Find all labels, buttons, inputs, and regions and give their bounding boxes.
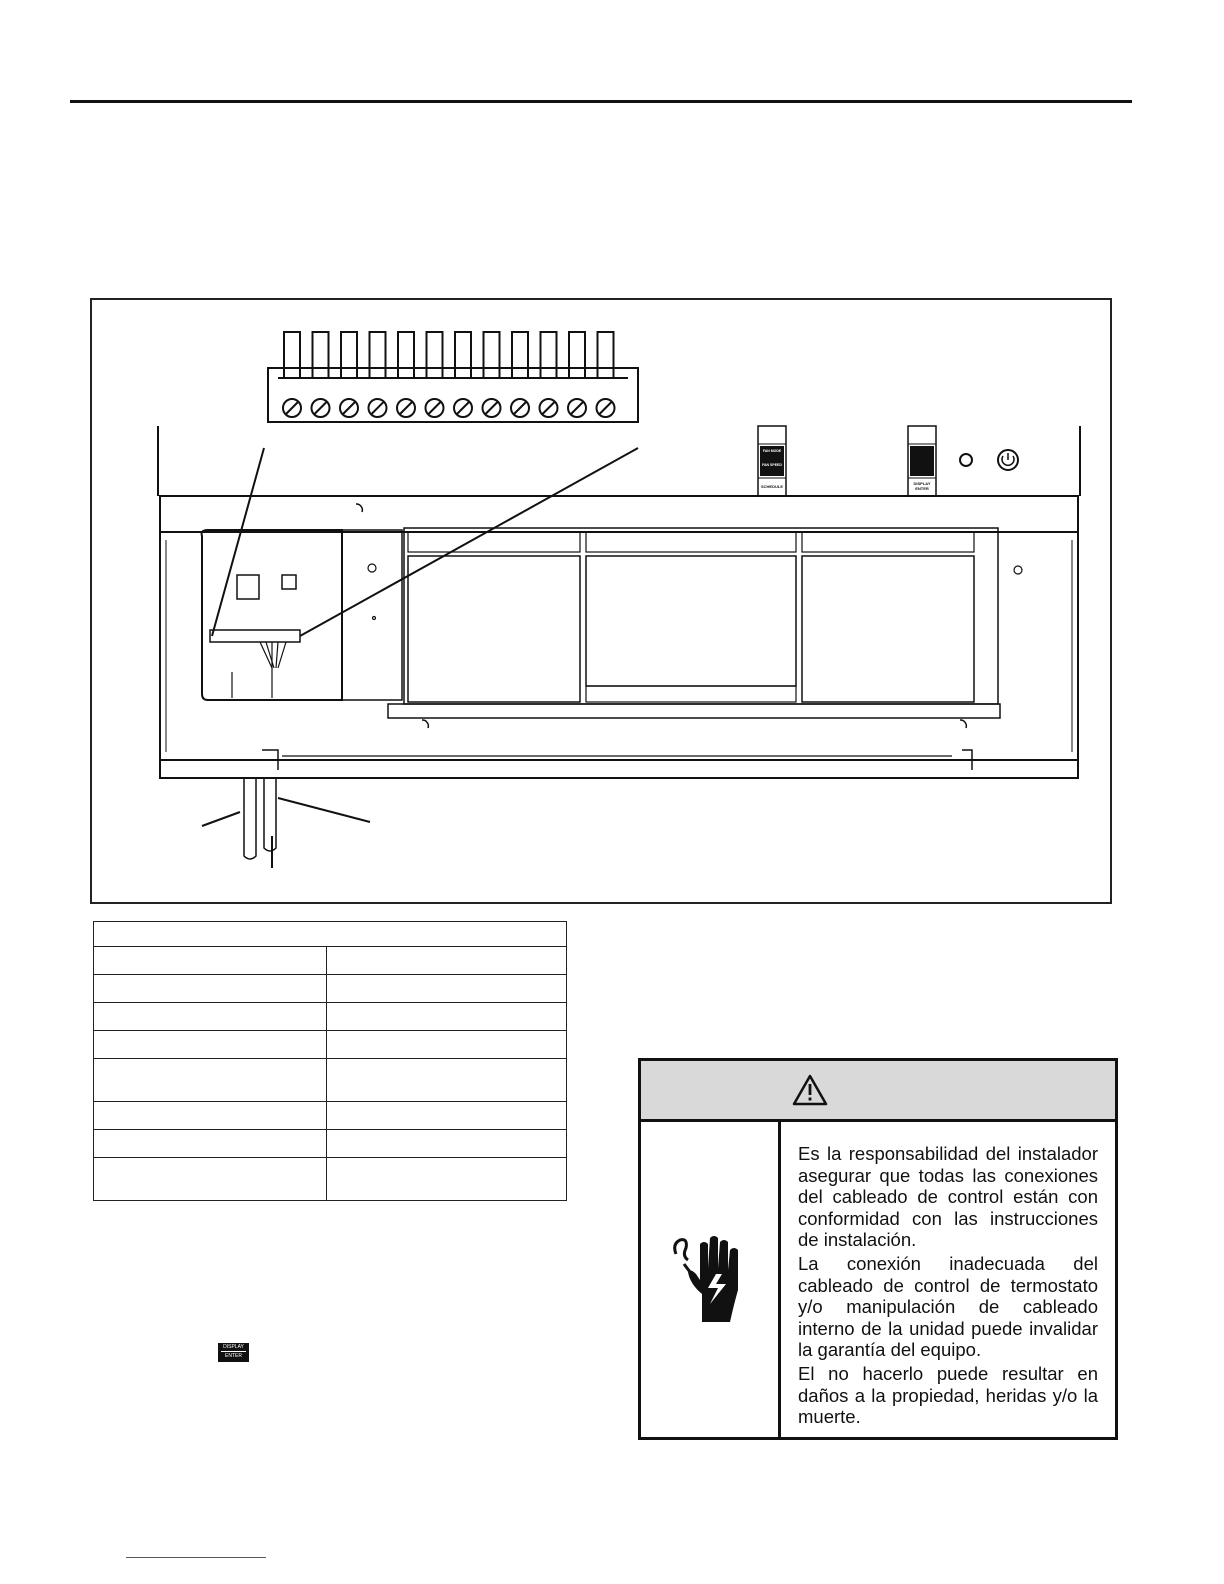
panel-label-schedule: SCHEDULE (760, 484, 784, 489)
warning-triangle-icon (791, 1073, 829, 1107)
warning-paragraph-2: La conexión inadecuada del cableado de control de termostato y/o manipulación de cableado interno de la unidad puede invalidar la garantía del equipo. (798, 1252, 1098, 1361)
table-cell (327, 1102, 567, 1130)
inline-button-display-label: DISPLAY (223, 1344, 244, 1350)
top-rule (70, 100, 1132, 103)
table-cell (327, 1130, 567, 1158)
table-cell (94, 1130, 327, 1158)
warning-paragraph-3: El no hacerlo puede resultar en daños a la propiedad, heridas y/o la muerte. (798, 1362, 1098, 1428)
table-cell (94, 1003, 327, 1031)
wiring-table (93, 921, 567, 1201)
electrical-shock-hand-icon (668, 1224, 748, 1324)
warning-header (641, 1061, 1115, 1122)
table-cell (94, 947, 327, 975)
warning-paragraph-1: Es la responsabilidad del instalador asegurar que todas las conexiones del cableado de control están con conformidad con las instrucciones de instalación. (798, 1143, 1098, 1251)
table-cell (94, 1102, 327, 1130)
table-cell (94, 1059, 327, 1102)
warning-hazard-panel (641, 1122, 781, 1437)
display-enter-button-icon (218, 1343, 249, 1362)
table-header-cell (94, 922, 567, 947)
panel-label-fan-speed: FAN SPEED (762, 463, 782, 467)
table-cell (94, 1031, 327, 1059)
footer-link-underline[interactable] (126, 1557, 266, 1558)
unit-diagram-figure (90, 298, 1112, 904)
table-cell (327, 947, 567, 975)
panel-label-fan-mode: FAN MODE (762, 449, 782, 453)
table-cell (327, 975, 567, 1003)
unit-diagram-svg (92, 300, 1114, 906)
inline-button-enter-label: ENTER (225, 1353, 242, 1359)
warning-text (798, 1143, 1098, 1430)
panel-label-display: DISPLAY (913, 481, 931, 486)
table-cell (327, 1031, 567, 1059)
warning-box (638, 1058, 1118, 1440)
panel-label-enter: ENTER (915, 486, 929, 491)
table-cell (94, 1158, 327, 1201)
table-cell (94, 975, 327, 1003)
table-cell (327, 1158, 567, 1201)
table-cell (327, 1003, 567, 1031)
table-cell (327, 1059, 567, 1102)
